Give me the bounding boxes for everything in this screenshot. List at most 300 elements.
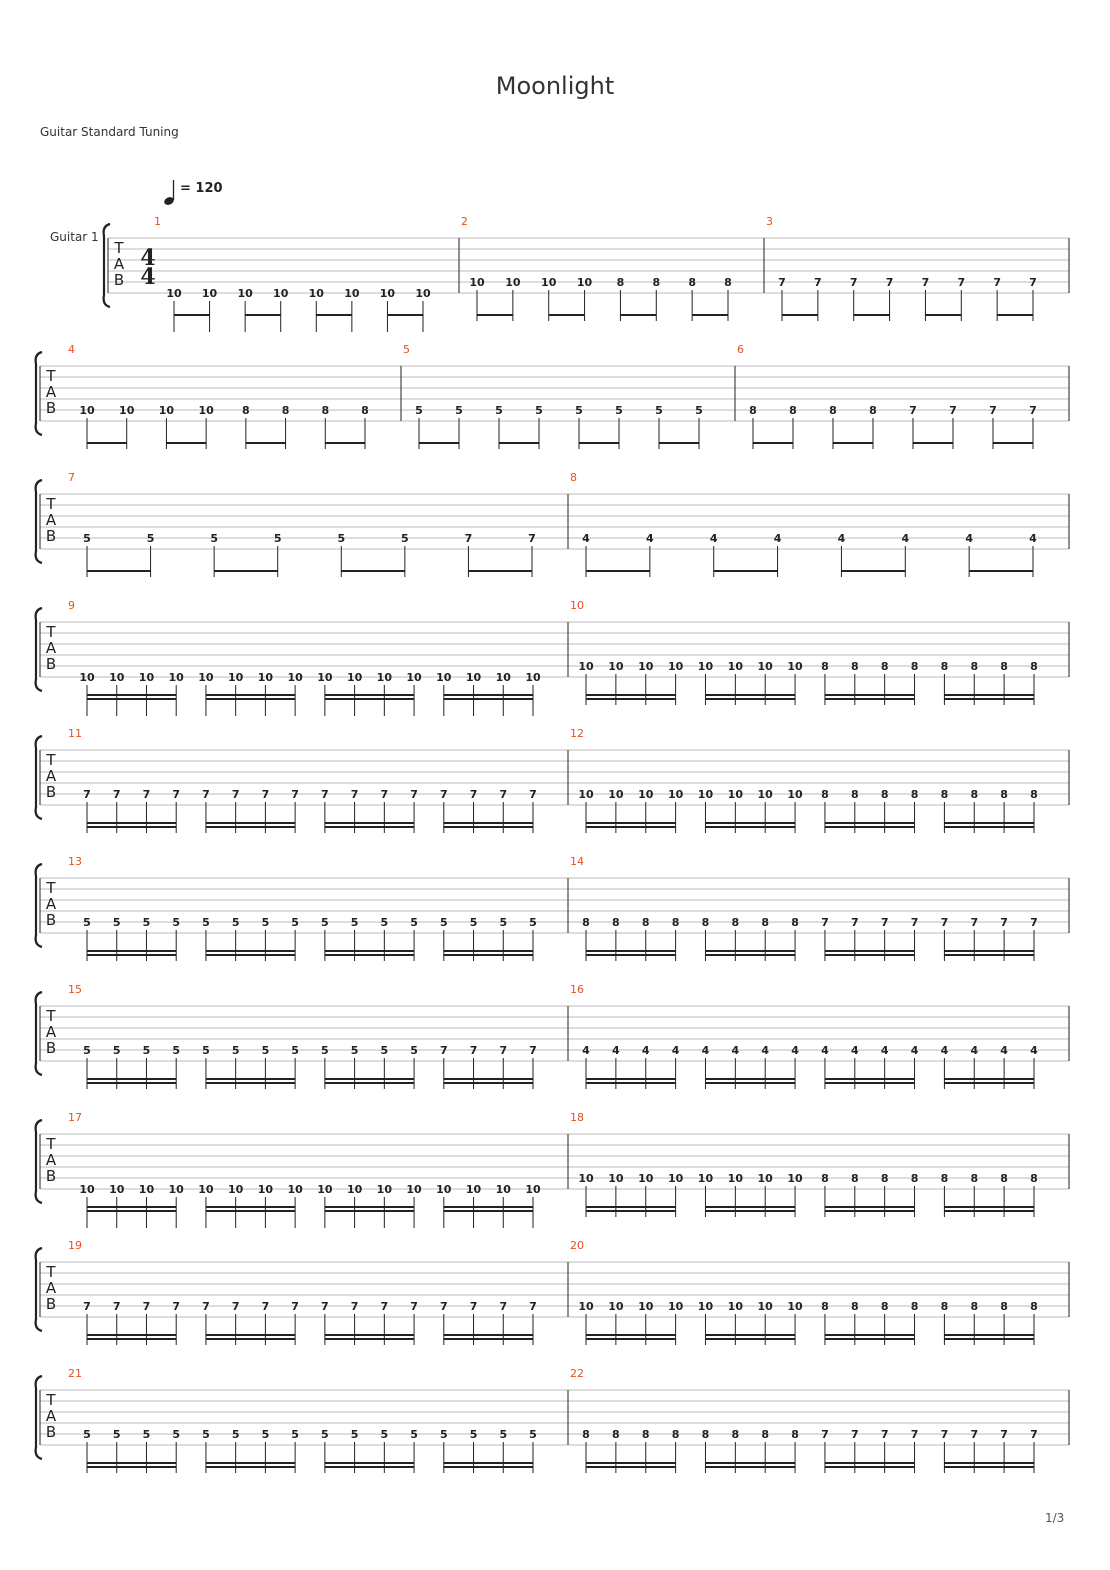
fret-number: 5 [439, 1428, 448, 1441]
beam [206, 1082, 295, 1084]
fret-number: 10 [727, 788, 743, 801]
fret-number: 7 [142, 788, 151, 801]
beam [579, 442, 619, 444]
fret-number: 7 [957, 276, 966, 289]
beam [705, 826, 795, 828]
beam [325, 1334, 414, 1336]
beam [692, 314, 728, 316]
tab-clef-letter: B [45, 1167, 57, 1185]
fret-number: 8 [321, 404, 330, 417]
tab-clef-letter: T [46, 751, 56, 769]
fret-number: 5 [469, 1428, 478, 1441]
beam [705, 1082, 795, 1084]
tab-clef-letter: T [46, 1007, 56, 1025]
fret-number: 4 [970, 1044, 979, 1057]
fret-number: 5 [321, 1044, 329, 1057]
fret-number: 10 [436, 1183, 452, 1196]
fret-number: 5 [439, 916, 448, 929]
fret-number: 10 [667, 660, 684, 673]
beam [325, 954, 414, 956]
fret-number: 10 [406, 671, 422, 684]
beam [825, 1462, 915, 1464]
beam [586, 570, 650, 572]
fret-number: 4 [709, 532, 718, 545]
fret-number: 7 [172, 1300, 181, 1313]
beam [444, 950, 533, 952]
fret-number: 10 [525, 1183, 541, 1196]
fret-number: 5 [410, 916, 418, 929]
beam [87, 1462, 176, 1464]
fret-number: 4 [965, 532, 973, 545]
beam [87, 1466, 176, 1468]
fret-number: 5 [350, 1044, 359, 1057]
beam [997, 314, 1033, 316]
fret-number: 5 [321, 1428, 329, 1441]
beam [825, 1210, 915, 1212]
beam [325, 442, 365, 444]
fret-number: 8 [582, 1428, 590, 1441]
beam [87, 954, 176, 956]
tab-clef-letter: T [46, 367, 56, 385]
fret-number: 8 [616, 276, 625, 289]
beam [825, 1078, 915, 1080]
fret-number: 5 [410, 1044, 418, 1057]
beam [325, 822, 414, 824]
fret-number: 7 [112, 1300, 121, 1313]
fret-number: 5 [112, 1428, 121, 1441]
bar-number: 21 [68, 1367, 82, 1380]
fret-number: 10 [379, 287, 396, 300]
fret-number: 5 [291, 916, 299, 929]
beam [825, 1334, 915, 1336]
fret-number: 7 [83, 788, 91, 801]
beam [246, 442, 286, 444]
beam [444, 698, 533, 700]
fret-number: 5 [410, 1428, 418, 1441]
fret-number: 4 [646, 532, 654, 545]
fret-number: 8 [910, 1172, 919, 1185]
bar-number: 19 [68, 1239, 82, 1252]
fret-number: 10 [198, 671, 214, 684]
fret-number: 8 [641, 916, 650, 929]
fret-number: 5 [455, 404, 463, 417]
bar-number: 1 [154, 215, 161, 228]
beam [705, 954, 795, 956]
fret-number: 8 [688, 276, 696, 289]
fret-number: 10 [727, 660, 743, 673]
beam [87, 1078, 176, 1080]
tab-clef-letter: A [45, 1279, 57, 1297]
fret-number: 10 [198, 1183, 214, 1196]
beam [944, 694, 1034, 696]
fret-number: 10 [638, 1300, 654, 1313]
beam [753, 442, 793, 444]
bar-number: 9 [68, 599, 75, 612]
fret-number: 10 [406, 1183, 422, 1196]
fret-number: 7 [1000, 916, 1008, 929]
fret-number: 10 [608, 1172, 624, 1185]
beam [444, 1338, 533, 1340]
beam [206, 1338, 295, 1340]
fret-number: 7 [439, 1300, 448, 1313]
fret-number: 7 [499, 1044, 508, 1057]
fret-number: 7 [529, 788, 537, 801]
tab-clef-letter: T [46, 1135, 56, 1153]
fret-number: 10 [138, 671, 155, 684]
beam [705, 822, 795, 824]
fret-number: 10 [228, 671, 244, 684]
fret-number: 10 [638, 660, 654, 673]
beam [944, 1462, 1034, 1464]
beam [586, 1462, 676, 1464]
beam [444, 1082, 533, 1084]
fret-number: 7 [439, 1044, 448, 1057]
fret-number: 7 [202, 788, 210, 801]
beam [825, 950, 915, 952]
tab-clef-letter: B [45, 911, 57, 929]
beam [206, 822, 295, 824]
fret-number: 4 [1000, 1044, 1008, 1057]
fret-number: 8 [850, 1300, 859, 1313]
fret-number: 4 [1030, 1044, 1038, 1057]
fret-number: 10 [578, 1172, 594, 1185]
fret-number: 7 [529, 1044, 537, 1057]
beam [705, 1210, 795, 1212]
fret-number: 7 [778, 276, 786, 289]
fret-number: 10 [79, 404, 95, 417]
fret-number: 8 [880, 1172, 889, 1185]
beam [444, 1466, 533, 1468]
fret-number: 8 [940, 660, 949, 673]
fret-number: 10 [757, 660, 773, 673]
beam [325, 1078, 414, 1080]
tab-clef-letter: A [45, 895, 57, 913]
fret-number: 10 [346, 671, 363, 684]
beam [586, 822, 676, 824]
bar-number: 13 [68, 855, 82, 868]
system-bracket [36, 864, 42, 947]
fret-number: 5 [261, 916, 270, 929]
tab-clef-letter: A [113, 255, 125, 273]
fret-number: 7 [142, 1300, 151, 1313]
beam [833, 442, 873, 444]
fret-number: 10 [109, 1183, 125, 1196]
fret-number: 7 [321, 788, 329, 801]
beam [854, 314, 890, 316]
beam [444, 1206, 533, 1208]
fret-number: 10 [541, 276, 557, 289]
fret-number: 7 [291, 1300, 299, 1313]
tuning-label: Guitar Standard Tuning [40, 125, 179, 139]
fret-number: 4 [850, 1044, 859, 1057]
fret-number: 8 [582, 916, 590, 929]
beam [944, 1078, 1034, 1080]
beam [705, 1466, 795, 1468]
beam [659, 442, 699, 444]
fret-number: 10 [495, 1183, 511, 1196]
fret-number: 10 [469, 276, 485, 289]
fret-number: 10 [697, 660, 714, 673]
fret-number: 5 [83, 916, 91, 929]
fret-number: 8 [761, 1428, 770, 1441]
fret-number: 8 [821, 1300, 829, 1313]
fret-number: 10 [525, 671, 541, 684]
fret-number: 5 [172, 1428, 181, 1441]
fret-number: 7 [291, 788, 299, 801]
bar-number: 11 [68, 727, 82, 740]
fret-number: 8 [880, 1300, 889, 1313]
beam [87, 1082, 176, 1084]
beam [969, 570, 1033, 572]
fret-number: 7 [1029, 404, 1037, 417]
fret-number: 7 [910, 1428, 919, 1441]
system-bracket [36, 1376, 42, 1459]
beam [944, 1466, 1034, 1468]
beam [705, 1078, 795, 1080]
bar-number: 3 [766, 215, 773, 228]
fret-number: 10 [608, 1300, 624, 1313]
beam [586, 826, 676, 828]
system-bracket [36, 352, 42, 435]
fret-number: 10 [787, 1300, 803, 1313]
fret-number: 10 [376, 1183, 392, 1196]
fret-number: 8 [940, 1172, 949, 1185]
fret-number: 10 [787, 660, 803, 673]
fret-number: 10 [576, 276, 593, 289]
beam [87, 694, 176, 696]
fret-number: 5 [499, 916, 508, 929]
bar-number: 12 [570, 727, 584, 740]
beam [325, 1210, 414, 1212]
beam [206, 954, 295, 956]
fret-number: 10 [495, 671, 511, 684]
page-number: 1/3 [1045, 1511, 1065, 1525]
fret-number: 5 [495, 404, 503, 417]
tab-clef-letter: B [45, 1039, 57, 1057]
beam [444, 826, 533, 828]
beam [87, 822, 176, 824]
fret-number: 8 [869, 404, 877, 417]
beam [586, 1338, 676, 1340]
beam [206, 1206, 295, 1208]
beam [444, 694, 533, 696]
track-name: Guitar 1 [50, 230, 99, 244]
fret-number: 7 [921, 276, 930, 289]
bar-number: 16 [570, 983, 584, 996]
fret-number: 7 [821, 916, 829, 929]
fret-number: 10 [787, 788, 803, 801]
fret-number: 5 [415, 404, 423, 417]
fret-number: 7 [528, 532, 536, 545]
fret-number: 10 [436, 671, 452, 684]
beam [944, 1082, 1034, 1084]
fret-number: 8 [791, 1428, 799, 1441]
fret-number: 8 [821, 660, 829, 673]
fret-number: 5 [83, 1044, 91, 1057]
fret-number: 4 [880, 1044, 889, 1057]
fret-number: 10 [79, 1183, 95, 1196]
beam [444, 822, 533, 824]
fret-number: 8 [850, 660, 859, 673]
fret-number: 5 [146, 532, 155, 545]
fret-number: 7 [940, 916, 949, 929]
fret-number: 7 [83, 1300, 91, 1313]
beam [825, 1466, 915, 1468]
fret-number: 5 [529, 916, 537, 929]
fret-number: 7 [410, 1300, 418, 1313]
fret-number: 10 [109, 671, 125, 684]
fret-number: 10 [757, 1172, 773, 1185]
fret-number: 10 [757, 788, 773, 801]
beam [325, 1466, 414, 1468]
fret-number: 4 [837, 532, 846, 545]
beam [419, 442, 459, 444]
fret-number: 7 [469, 788, 478, 801]
fret-number: 10 [158, 404, 175, 417]
fret-number: 7 [970, 1428, 979, 1441]
fret-number: 10 [166, 287, 182, 300]
bar-number: 15 [68, 983, 82, 996]
beam [705, 1462, 795, 1464]
fret-number: 7 [380, 1300, 389, 1313]
beam [325, 1082, 414, 1084]
fret-number: 7 [464, 532, 473, 545]
beam [944, 826, 1034, 828]
fret-number: 5 [401, 532, 409, 545]
fret-number: 5 [499, 1428, 508, 1441]
fret-number: 8 [829, 404, 837, 417]
fret-number: 10 [308, 287, 324, 300]
fret-number: 10 [237, 287, 253, 300]
fret-number: 4 [701, 1044, 710, 1057]
beam [825, 698, 915, 700]
fret-number: 7 [529, 1300, 537, 1313]
beam [87, 570, 151, 572]
beam [206, 694, 295, 696]
fret-number: 7 [940, 1428, 949, 1441]
fret-number: 8 [361, 404, 369, 417]
beam [206, 1462, 295, 1464]
fret-number: 10 [638, 788, 654, 801]
bar-number: 10 [570, 599, 584, 612]
beam [477, 314, 513, 316]
beam [444, 1078, 533, 1080]
fret-number: 8 [1000, 1300, 1008, 1313]
fret-number: 8 [1000, 660, 1008, 673]
beam [944, 954, 1034, 956]
fret-number: 5 [380, 1044, 389, 1057]
fret-number: 8 [1030, 1172, 1038, 1185]
tab-clef-letter: T [114, 239, 124, 257]
fret-number: 7 [112, 788, 121, 801]
fret-number: 8 [761, 916, 770, 929]
fret-number: 7 [909, 404, 917, 417]
beam [444, 954, 533, 956]
fret-number: 5 [231, 916, 240, 929]
tab-clef-letter: B [113, 271, 125, 289]
fret-number: 10 [465, 1183, 482, 1196]
beam [944, 1210, 1034, 1212]
bar-number: 6 [737, 343, 744, 356]
beam [944, 1338, 1034, 1340]
fret-number: 8 [850, 788, 859, 801]
beam [87, 698, 176, 700]
fret-number: 8 [970, 660, 979, 673]
beam [586, 1082, 676, 1084]
fret-number: 8 [821, 1172, 829, 1185]
bar-number: 17 [68, 1111, 82, 1124]
system-bracket [36, 480, 42, 563]
system-bracket [36, 736, 42, 819]
tab-clef-letter: B [45, 1423, 57, 1441]
fret-number: 5 [321, 916, 329, 929]
fret-number: 5 [142, 1044, 151, 1057]
fret-number: 5 [273, 532, 282, 545]
beam [468, 570, 532, 572]
fret-number: 7 [1030, 1428, 1038, 1441]
fret-number: 7 [821, 1428, 829, 1441]
fret-number: 7 [880, 1428, 889, 1441]
fret-number: 10 [201, 287, 218, 300]
fret-number: 4 [671, 1044, 680, 1057]
beam [206, 826, 295, 828]
fret-number: 5 [350, 1428, 359, 1441]
fret-number: 10 [608, 660, 624, 673]
beam [825, 1206, 915, 1208]
fret-number: 7 [499, 1300, 508, 1313]
fret-number: 7 [231, 788, 240, 801]
tab-clef-letter: B [45, 527, 57, 545]
fret-number: 8 [724, 276, 732, 289]
beam [705, 1334, 795, 1336]
tab-clef-letter: A [45, 639, 57, 657]
fret-number: 7 [469, 1300, 478, 1313]
fret-number: 5 [202, 1044, 210, 1057]
fret-number: 7 [202, 1300, 210, 1313]
fret-number: 10 [317, 671, 333, 684]
system-bracket [36, 1248, 42, 1331]
fret-number: 10 [415, 287, 431, 300]
beam [87, 950, 176, 952]
fret-number: 4 [612, 1044, 620, 1057]
beam [586, 950, 676, 952]
fret-number: 8 [701, 916, 710, 929]
beam [620, 314, 656, 316]
fret-number: 10 [168, 671, 184, 684]
beam [925, 314, 961, 316]
fret-number: 5 [231, 1044, 240, 1057]
fret-number: 10 [505, 276, 521, 289]
fret-number: 8 [970, 788, 979, 801]
beam [245, 314, 281, 316]
beam [325, 950, 414, 952]
fret-number: 8 [821, 788, 829, 801]
fret-number: 5 [261, 1428, 270, 1441]
fret-number: 5 [291, 1044, 299, 1057]
fret-number: 5 [172, 916, 181, 929]
fret-number: 8 [880, 660, 889, 673]
fret-number: 10 [667, 1172, 684, 1185]
bar-number: 5 [403, 343, 410, 356]
time-signature-numerator: 4 [140, 245, 156, 271]
tab-clef-letter: B [45, 783, 57, 801]
beam [341, 570, 405, 572]
fret-number: 10 [608, 788, 624, 801]
fret-number: 8 [910, 1300, 919, 1313]
tab-clef-letter: A [45, 383, 57, 401]
fret-number: 8 [940, 1300, 949, 1313]
beam [944, 822, 1034, 824]
